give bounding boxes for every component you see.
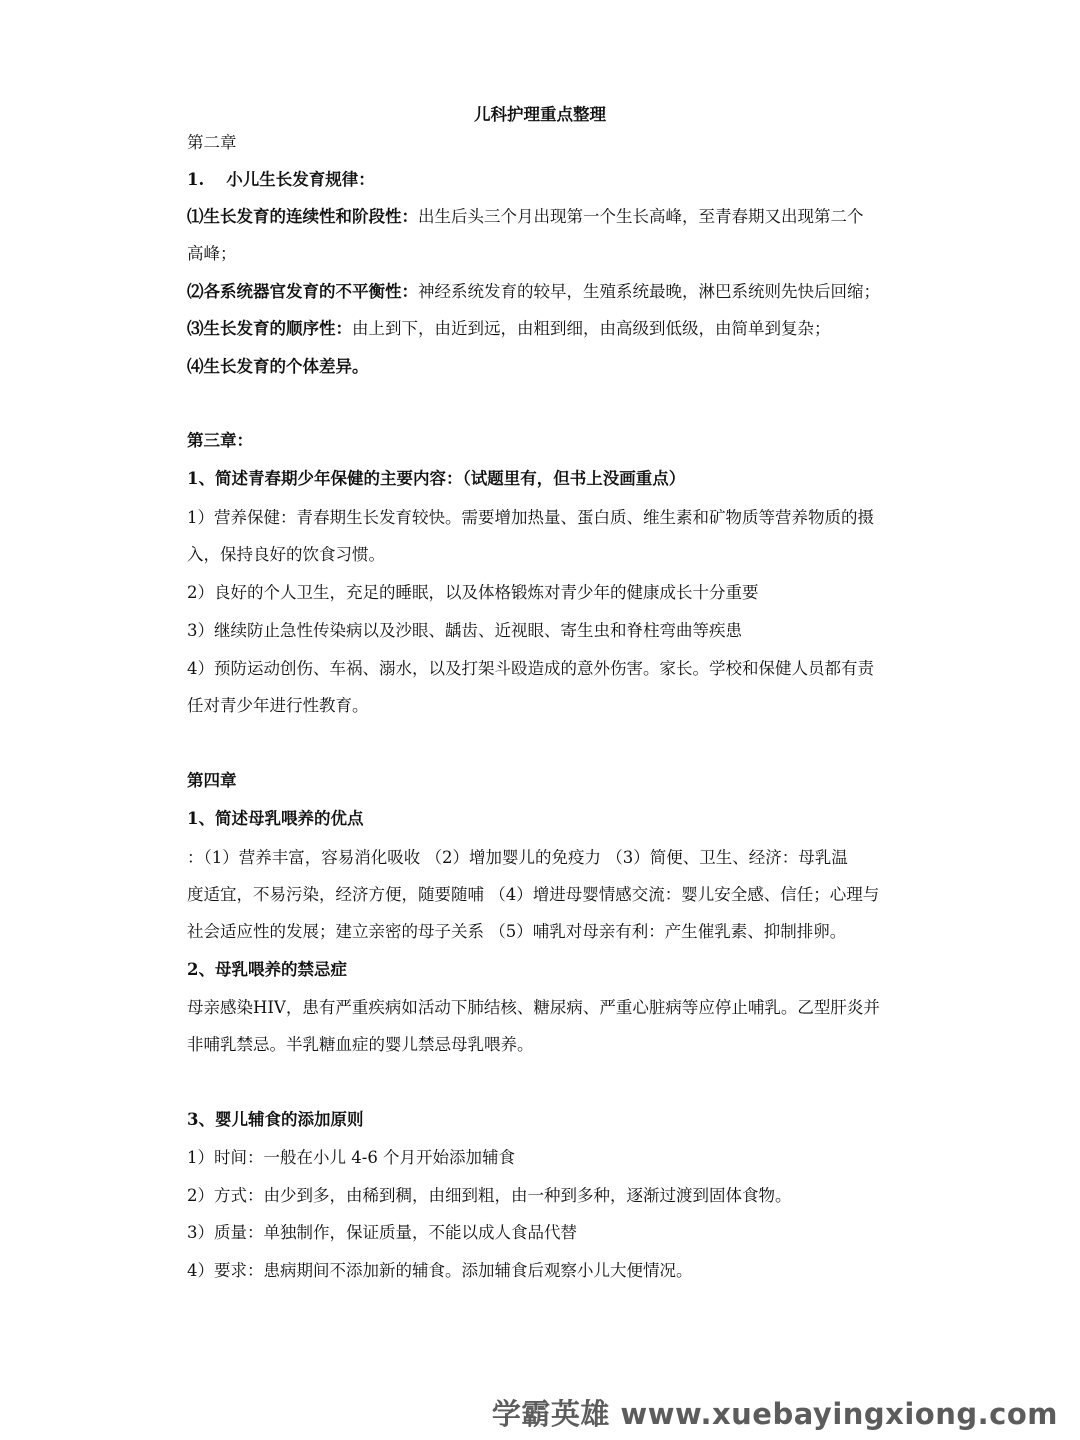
- chapter-2-heading: 第二章: [187, 133, 237, 152]
- answer-line: 度适宜，不易污染，经济方便，随要随哺 （4）增进母婴情感交流：婴儿安全感、信任；心理与: [187, 885, 880, 904]
- section-title: 小儿生长发育规律：: [226, 170, 375, 189]
- question: 1、简述青春期少年保健的主要内容：（试题里有，但书上没画重点）: [187, 469, 686, 488]
- question: 3、婴儿辅食的添加原则: [187, 1110, 364, 1129]
- section-number: 1.: [187, 170, 205, 189]
- answer-line: 1）时间：一般在小儿 4-6 个月开始添加辅食: [187, 1148, 516, 1167]
- paragraph: [187, 206, 907, 228]
- answer-line: 4）要求：患病期间不添加新的辅食。添加辅食后观察小儿大便情况。: [187, 1261, 693, 1280]
- item-label: ⑶生长发育的顺序性：: [187, 319, 352, 338]
- item-text: 神经系统发育的较早，生殖系统最晚，淋巴系统则先快后回缩；: [418, 282, 880, 301]
- page-title: 儿科护理重点整理: [474, 105, 606, 124]
- item-label: ⑴生长发育的连续性和阶段性：: [187, 207, 418, 226]
- item-text: 由上到下，由近到远，由粗到细，由高级到低级，由简单到复杂；: [352, 319, 831, 338]
- chapter-3-heading: 第三章：: [187, 431, 253, 450]
- paragraph: ⑷生长发育的个体差异。: [187, 357, 369, 376]
- answer-line: ：（1）营养丰富，容易消化吸收 （2）增加婴儿的免疫力 （3）简便、卫生、经济：母乳温: [187, 848, 848, 867]
- answer-line: 2）方式：由少到多，由稀到稠，由细到粗，由一种到多种，逐渐过渡到固体食物。: [187, 1186, 792, 1205]
- item-label: ⑵各系统器官发育的不平衡性：: [187, 282, 418, 301]
- answer-line: 3）质量：单独制作，保证质量，不能以成人食品代替: [187, 1223, 577, 1242]
- answer-line: 4）预防运动创伤、车祸、溺水，以及打架斗殴造成的意外伤害。家长。学校和保健人员都有责: [187, 659, 874, 678]
- answer-line: 非哺乳禁忌。半乳糖血症的婴儿禁忌母乳喂养。: [187, 1035, 534, 1054]
- paragraph: [187, 318, 907, 340]
- paragraph-continuation: 高峰；: [187, 244, 237, 263]
- answer-line: 1）营养保健：青春期生长发育较快。需要增加热量、蛋白质、维生素和矿物质等营养物质的摄: [187, 508, 874, 527]
- answer-line: 母亲感染HIV，患有严重疾病如活动下肺结核、糖尿病、严重心脏病等应停止哺乳。乙型肝炎并: [187, 998, 880, 1017]
- answer-line: 3）继续防止急性传染病以及沙眼、龋齿、近视眼、寄生虫和脊柱弯曲等疾患: [187, 621, 742, 640]
- answer-line: 2）良好的个人卫生，充足的睡眠，以及体格锻炼对青少年的健康成长十分重要: [187, 583, 759, 602]
- item-text: 出生后头三个月出现第一个生长高峰，至青春期又出现第二个: [418, 207, 864, 226]
- question: 2、母乳喂养的禁忌症: [187, 960, 347, 979]
- section-heading: [187, 169, 907, 191]
- site-watermark: 学霸英雄 www.xuebayingxiong.com: [491, 1397, 1058, 1431]
- answer-line: 入，保持良好的饮食习惯。: [187, 545, 385, 564]
- question: 1、简述母乳喂养的优点: [187, 809, 364, 828]
- paragraph: [187, 281, 907, 303]
- answer-line: 任对青少年进行性教育。: [187, 696, 369, 715]
- chapter-4-heading: 第四章: [187, 771, 237, 790]
- answer-line: 社会适应性的发展；建立亲密的母子关系 （5）哺乳对母亲有利：产生催乳素、抑制排卵。: [187, 922, 847, 941]
